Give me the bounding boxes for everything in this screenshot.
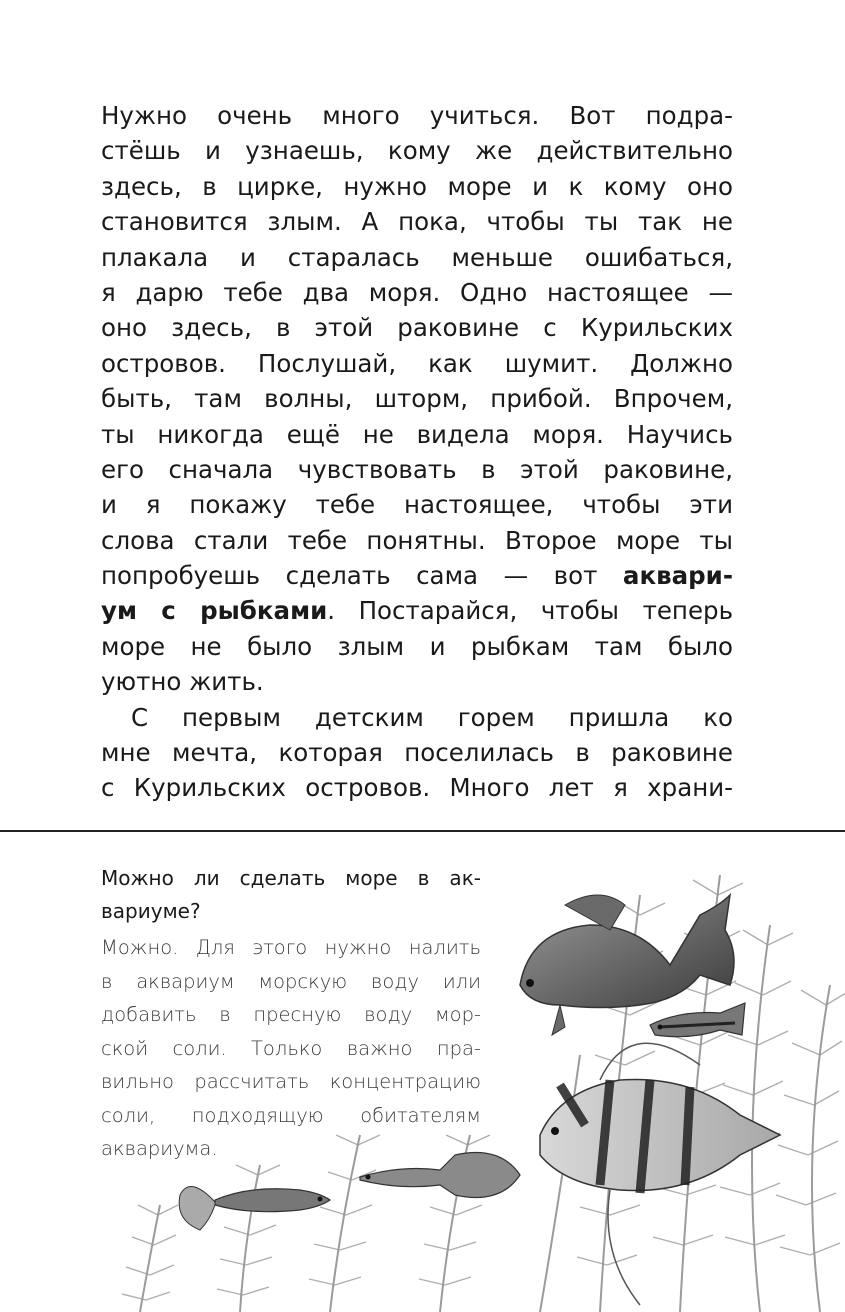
sidebar-fact-box	[101, 862, 481, 1166]
sidebar-question	[101, 862, 481, 928]
text-line: здесь, в цирке, нужно море и к кому оно	[101, 171, 733, 201]
question-line: вариуме?	[101, 899, 201, 923]
guppy-fish	[179, 1186, 330, 1230]
question-line: Можно ли сделать море в ак-	[101, 866, 481, 890]
text-line: плакала и старалась меньше ошибаться,	[101, 242, 733, 272]
text-line: мне мечта, которая поселилась в раковине	[101, 738, 733, 768]
answer-line: Можно. Для этого нужно налить	[101, 936, 481, 959]
text-line: С первым детским горем пришла ко	[131, 702, 733, 732]
bold-term: аквари-	[622, 561, 733, 591]
answer-line: аквариума.	[101, 1137, 218, 1160]
text-line: стёшь и узнаешь, кому же действительно	[101, 136, 733, 166]
sidebar-answer	[101, 931, 481, 1166]
tetra-fish	[650, 1003, 745, 1037]
answer-line: соли, подходящую обитателям	[101, 1103, 481, 1127]
text-line: и я покажу тебе настоящее, чтобы эти	[101, 490, 733, 520]
bold-term: ум с рыбками	[101, 596, 328, 626]
answer-line: ской соли. Только важно пра-	[101, 1036, 481, 1060]
text-line: Нужно очень много учиться. Вот подра-	[101, 101, 733, 130]
text-line: быть, там волны, шторм, прибой. Впрочем,	[101, 384, 733, 414]
text-line: островов. Послушай, как шумит. Должно	[101, 348, 733, 378]
text-line: море не было злым и рыбкам там было	[101, 631, 733, 661]
text-line: с Курильских островов. Много лет я храни-	[101, 773, 733, 803]
text-line: слова стали тебе понятны. Второе море ты	[101, 525, 733, 555]
text-line	[101, 593, 733, 628]
text-line: уютно жить.	[101, 667, 264, 697]
section-divider	[0, 830, 845, 832]
text-line: его сначала чувствовать в этой раковине,	[101, 454, 733, 484]
text-line: ты никогда ещё не видела моря. Научись	[101, 419, 733, 449]
text-line: я дарю тебе два моря. Одно настоящее —	[101, 277, 733, 307]
main-text	[101, 98, 733, 806]
text-line	[101, 558, 733, 593]
answer-line: вильно рассчитать концентрацию	[101, 1070, 481, 1093]
text-line: оно здесь, в этой раковине с Курильских	[101, 313, 733, 343]
answer-line: в аквариум морскую воду или	[101, 969, 481, 993]
text-line: становится злым. А пока, чтобы ты так не	[101, 207, 733, 237]
text-run: попробуешь сделать сама — вот	[101, 561, 623, 591]
answer-line: добавить в пресную воду мор-	[101, 1003, 481, 1026]
text-run: . Постарайся, чтобы теперь	[327, 596, 734, 626]
